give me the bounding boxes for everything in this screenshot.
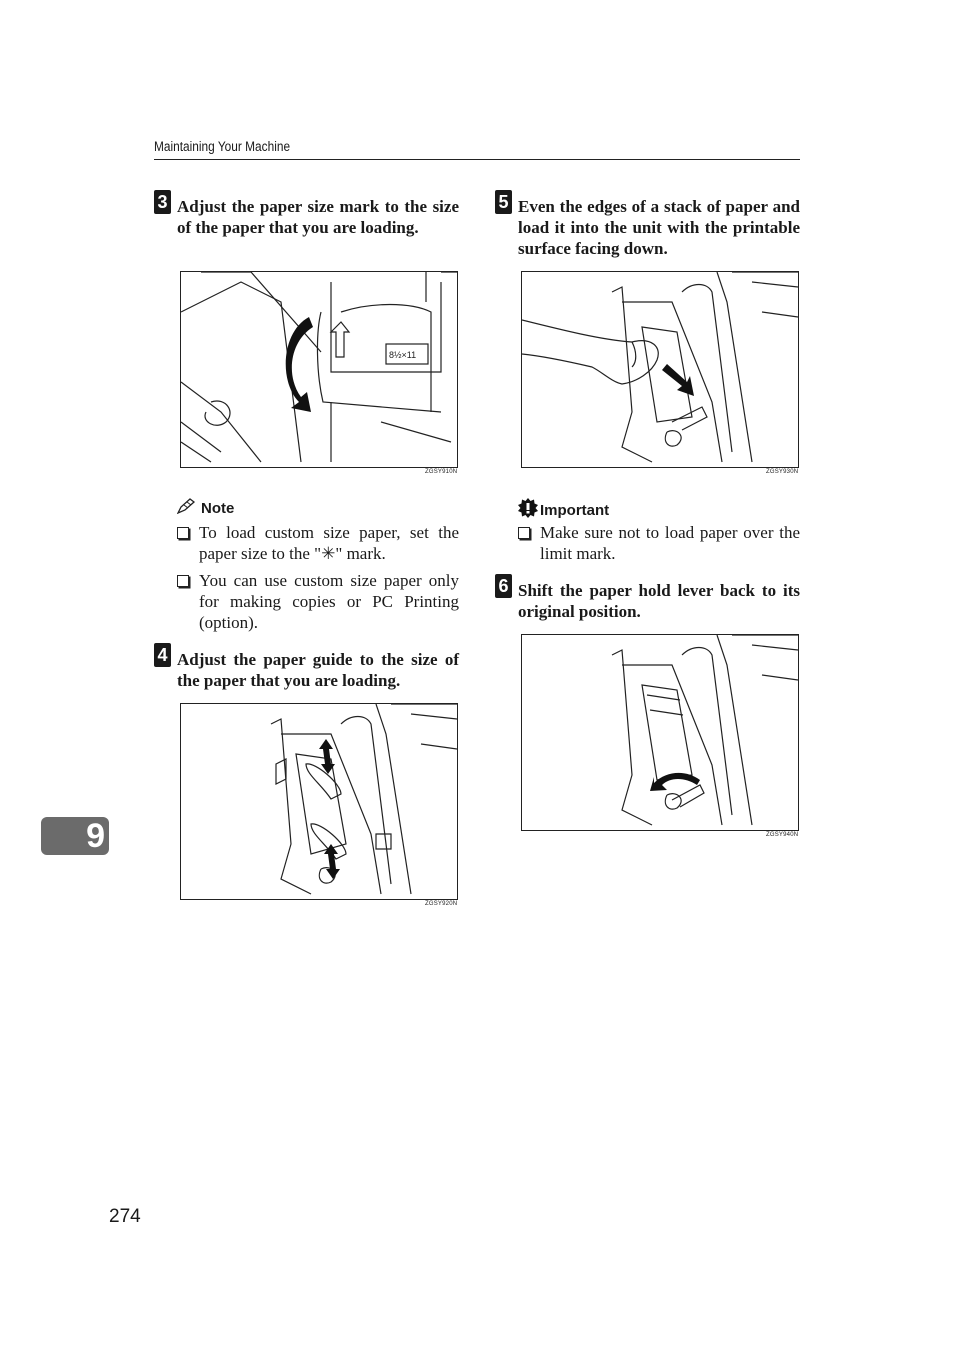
important-heading	[518, 498, 609, 523]
note-item-1-text-after: " mark.	[335, 544, 386, 563]
important-icon	[518, 498, 538, 523]
step-6-text: Shift the paper hold lever back to its original position.	[518, 581, 800, 621]
running-header	[154, 139, 800, 160]
note-item-2-text: You can use custom size paper only for making copies or PC Printing (option).	[199, 571, 459, 632]
step-4-text: Adjust the paper guide to the size of the paper that you are loading.	[177, 650, 459, 690]
illustration-hold-lever	[522, 635, 798, 830]
illustration-size-dial	[181, 272, 457, 467]
step-4-number: 4	[154, 643, 171, 667]
note-item-1	[199, 522, 459, 565]
note-item-1-text-before: To load custom size paper, set the paper size to the "	[199, 523, 459, 563]
checkbox-icon	[177, 575, 189, 587]
chapter-tab: 9	[41, 817, 109, 855]
note-heading	[177, 498, 234, 519]
figure-code-920: ZGSY920N	[425, 901, 458, 907]
illustration-paper-guide	[181, 704, 457, 899]
step-5-text: Even the edges of a stack of paper and load it into the unit with the printable surface facing down.	[518, 197, 800, 258]
figure-load-paper	[521, 271, 799, 468]
figure-paper-size-mark	[180, 271, 458, 468]
note-item-2	[199, 570, 459, 633]
pencil-icon	[177, 498, 197, 519]
important-item-1-text: Make sure not to load paper over the limit mark.	[540, 523, 800, 563]
step-5-number: 5	[495, 190, 512, 214]
page-number: 274	[109, 1206, 141, 1227]
step-6-number: 6	[495, 574, 512, 598]
custom-size-symbol-icon: ✳	[321, 544, 336, 564]
note-title: Note	[201, 499, 235, 517]
figure-code-910: ZGSY910N	[425, 469, 458, 475]
checkbox-icon	[518, 527, 530, 539]
illustration-load-paper	[522, 272, 798, 467]
step-3-text: Adjust the paper size mark to the size of the paper that you are loading.	[177, 197, 459, 237]
size-mark-label: 8½×11	[389, 350, 417, 360]
checkbox-icon	[177, 527, 189, 539]
figure-paper-guide	[180, 703, 458, 900]
figure-code-940: ZGSY940N	[766, 832, 799, 838]
figure-code-930: ZGSY930N	[766, 469, 799, 475]
header-title: Maintaining Your Machine	[154, 139, 291, 154]
important-title: Important	[540, 501, 610, 519]
important-item-1	[540, 522, 800, 564]
figure-hold-lever	[521, 634, 799, 831]
step-3-number: 3	[154, 190, 171, 214]
